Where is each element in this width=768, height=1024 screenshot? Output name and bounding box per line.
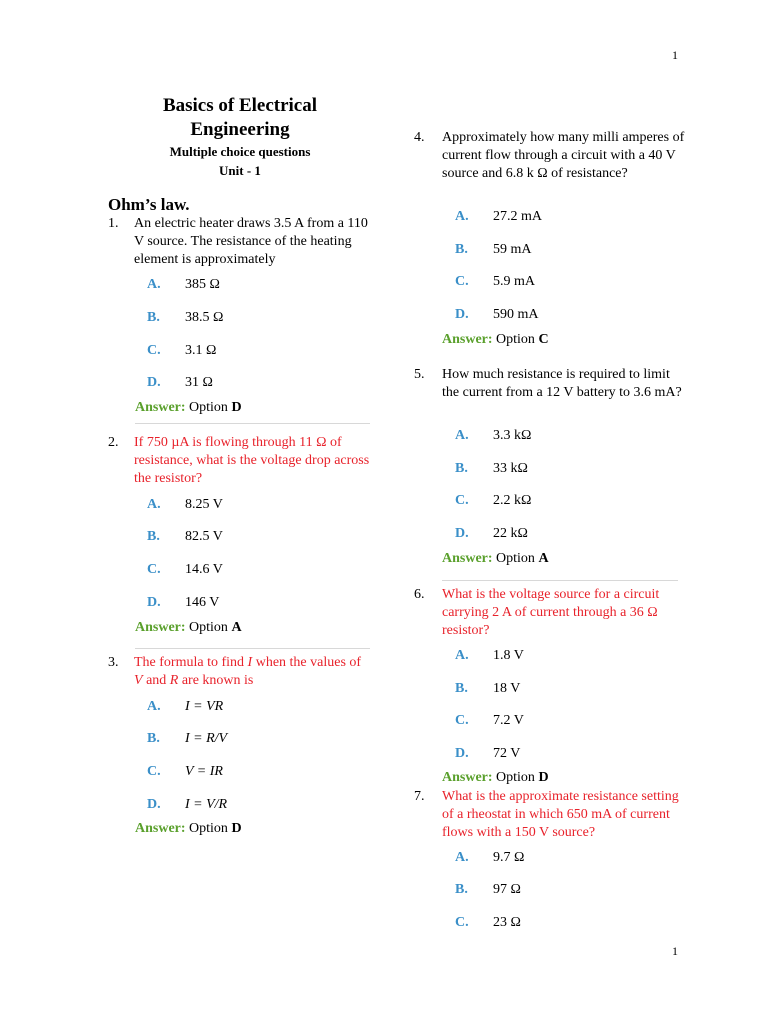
option-letter: C. — [147, 764, 161, 779]
option-value: I = VR — [185, 699, 224, 714]
answer-option: D — [538, 770, 549, 785]
q3-option-c[interactable] — [147, 763, 223, 781]
variable-v: V — [134, 673, 143, 688]
option-value: 23 Ω — [493, 915, 521, 930]
answer-option: A — [538, 551, 549, 566]
option-letter: A. — [147, 277, 161, 292]
option-letter: B. — [147, 731, 160, 746]
unit-label: Unit - 1 — [219, 163, 261, 178]
question-2 — [108, 434, 370, 488]
question-text: How much resistance is required to limit the current from a 12 V battery to 3.6 mA? — [442, 367, 682, 400]
q6-answer — [442, 769, 549, 787]
q4-option-a[interactable] — [455, 208, 542, 226]
q5-option-c[interactable] — [455, 492, 531, 510]
q2-option-d[interactable] — [147, 594, 219, 612]
title-block — [108, 94, 372, 180]
q3-option-b[interactable] — [147, 730, 227, 748]
q2-option-b[interactable] — [147, 528, 223, 546]
option-value: 14.6 V — [185, 562, 223, 577]
option-letter: A. — [147, 497, 161, 512]
option-letter: B. — [455, 242, 468, 257]
question-text: An electric heater draws 3.5 A from a 110 V source. The resistance of the heating element is approximately — [134, 216, 368, 267]
answer-label: Answer: — [135, 821, 186, 836]
question-number: 3. — [108, 655, 119, 670]
q4-option-c[interactable] — [455, 273, 535, 291]
question-text: If 750 µA is flowing through 11 Ω of resistance, what is the voltage drop across the resistor? — [134, 435, 370, 486]
question-5 — [414, 366, 686, 402]
option-value: 33 kΩ — [493, 461, 528, 476]
variable-i: I — [247, 655, 253, 670]
question-text — [134, 654, 370, 690]
option-value: 31 Ω — [185, 375, 213, 390]
question-4 — [414, 129, 686, 183]
answer-label: Answer: — [135, 620, 186, 635]
answer-word: Option — [189, 400, 228, 415]
question-text-part: The formula to find — [134, 655, 248, 670]
option-value: 82.5 V — [185, 529, 223, 544]
answer-label: Answer: — [442, 551, 493, 566]
answer-label: Answer: — [442, 332, 493, 347]
q5-answer — [442, 550, 549, 568]
option-letter: D. — [147, 595, 161, 610]
question-number: 4. — [414, 130, 425, 145]
option-value: 59 mA — [493, 242, 532, 257]
variable-r: R — [169, 673, 179, 688]
q1-option-a[interactable] — [147, 276, 220, 294]
option-letter: A. — [455, 209, 469, 224]
q2-option-c[interactable] — [147, 561, 223, 579]
document-title-line2: Engineering — [190, 119, 290, 140]
answer-word: Option — [496, 551, 535, 566]
option-value: 38.5 Ω — [185, 310, 224, 325]
question-1 — [108, 215, 370, 269]
option-letter: D. — [455, 526, 469, 541]
q4-option-d[interactable] — [455, 306, 539, 324]
option-letter: D. — [455, 307, 469, 322]
option-value: 27.2 mA — [493, 209, 542, 224]
option-letter: B. — [147, 310, 160, 325]
answer-option: C — [538, 332, 549, 347]
q5-option-a[interactable] — [455, 427, 531, 445]
q6-option-a[interactable] — [455, 647, 524, 665]
q7-option-a[interactable] — [455, 849, 524, 867]
answer-label: Answer: — [442, 770, 493, 785]
option-value: 22 kΩ — [493, 526, 528, 541]
answer-option: A — [231, 620, 242, 635]
q7-option-b[interactable] — [455, 881, 521, 899]
q1-option-b[interactable] — [147, 309, 223, 327]
question-3 — [108, 654, 370, 690]
option-value: 1.8 V — [493, 648, 524, 663]
question-text-part: are known is — [178, 673, 254, 688]
option-value: 3.3 kΩ — [493, 428, 532, 443]
option-value: 3.1 Ω — [185, 343, 217, 358]
page-number-top: 1 — [672, 48, 678, 62]
option-letter: A. — [455, 428, 469, 443]
option-letter: C. — [147, 562, 161, 577]
q3-option-d[interactable] — [147, 796, 227, 814]
answer-option: D — [231, 400, 242, 415]
option-letter: A. — [147, 699, 161, 714]
question-number: 6. — [414, 587, 425, 602]
option-letter: C. — [455, 493, 469, 508]
option-letter: B. — [455, 461, 468, 476]
option-value: 72 V — [493, 746, 521, 761]
option-letter: B. — [455, 882, 468, 897]
q6-option-c[interactable] — [455, 712, 524, 730]
option-value: 18 V — [493, 681, 521, 696]
option-letter: D. — [147, 375, 161, 390]
answer-word: Option — [189, 821, 228, 836]
q4-answer — [442, 331, 549, 349]
q4-option-b[interactable] — [455, 241, 532, 259]
answer-word: Option — [496, 770, 535, 785]
option-value: I = V/R — [185, 797, 228, 812]
option-letter: C. — [455, 713, 469, 728]
option-value: 7.2 V — [493, 713, 524, 728]
option-letter: C. — [455, 915, 469, 930]
question-7 — [414, 788, 686, 842]
option-letter: B. — [455, 681, 468, 696]
q3-answer — [135, 820, 242, 838]
q3-option-a[interactable] — [147, 698, 223, 716]
answer-label: Answer: — [135, 400, 186, 415]
answer-word: Option — [189, 620, 228, 635]
question-text: Approximately how many milli amperes of current flow through a circuit with a 40 V source and 6.8 k Ω of resistance? — [442, 130, 685, 181]
option-value: 8.25 V — [185, 497, 223, 512]
q6-option-d[interactable] — [455, 745, 520, 763]
q1-option-d[interactable] — [147, 374, 213, 392]
option-value: 385 Ω — [185, 277, 220, 292]
question-text-part: and — [142, 673, 170, 688]
option-letter: D. — [147, 797, 161, 812]
divider — [135, 423, 370, 424]
option-value: 590 mA — [493, 307, 539, 322]
q1-answer — [135, 399, 242, 417]
page-number-bottom: 1 — [672, 944, 678, 958]
answer-option: D — [231, 821, 242, 836]
q5-option-b[interactable] — [455, 460, 528, 478]
option-value: 97 Ω — [493, 882, 521, 897]
option-letter: C. — [147, 343, 161, 358]
q7-option-c[interactable] — [455, 914, 521, 932]
option-value: V = IR — [185, 764, 223, 779]
question-number: 2. — [108, 435, 119, 450]
section-heading: Ohm’s law. — [108, 195, 190, 214]
option-value: 146 V — [185, 595, 220, 610]
q5-option-d[interactable] — [455, 525, 528, 543]
document-title-line1: Basics of Electrical — [162, 95, 318, 116]
divider — [442, 580, 678, 581]
option-letter: A. — [455, 850, 469, 865]
option-letter: A. — [455, 648, 469, 663]
question-number: 7. — [414, 789, 425, 804]
option-value: 9.7 Ω — [493, 850, 525, 865]
q1-option-c[interactable] — [147, 342, 216, 360]
question-6 — [414, 586, 686, 640]
divider — [135, 648, 370, 649]
option-letter: B. — [147, 529, 160, 544]
option-letter: C. — [455, 274, 469, 289]
q2-option-a[interactable] — [147, 496, 223, 514]
option-letter: D. — [455, 746, 469, 761]
answer-word: Option — [496, 332, 535, 347]
document-subtitle: Multiple choice questions — [169, 144, 311, 159]
option-value: I = R/V — [185, 731, 228, 746]
question-number: 5. — [414, 367, 425, 382]
question-text-part: when the values of — [252, 655, 362, 670]
question-text: What is the voltage source for a circuit carrying 2 A of current through a 36 Ω resistor? — [442, 587, 660, 638]
q6-option-b[interactable] — [455, 680, 520, 698]
question-text: What is the approximate resistance setting of a rheostat in which 650 mA of current flows with a 150 V source? — [442, 789, 679, 840]
question-number: 1. — [108, 216, 119, 231]
option-value: 5.9 mA — [493, 274, 535, 289]
q2-answer — [135, 619, 242, 637]
option-value: 2.2 kΩ — [493, 493, 532, 508]
